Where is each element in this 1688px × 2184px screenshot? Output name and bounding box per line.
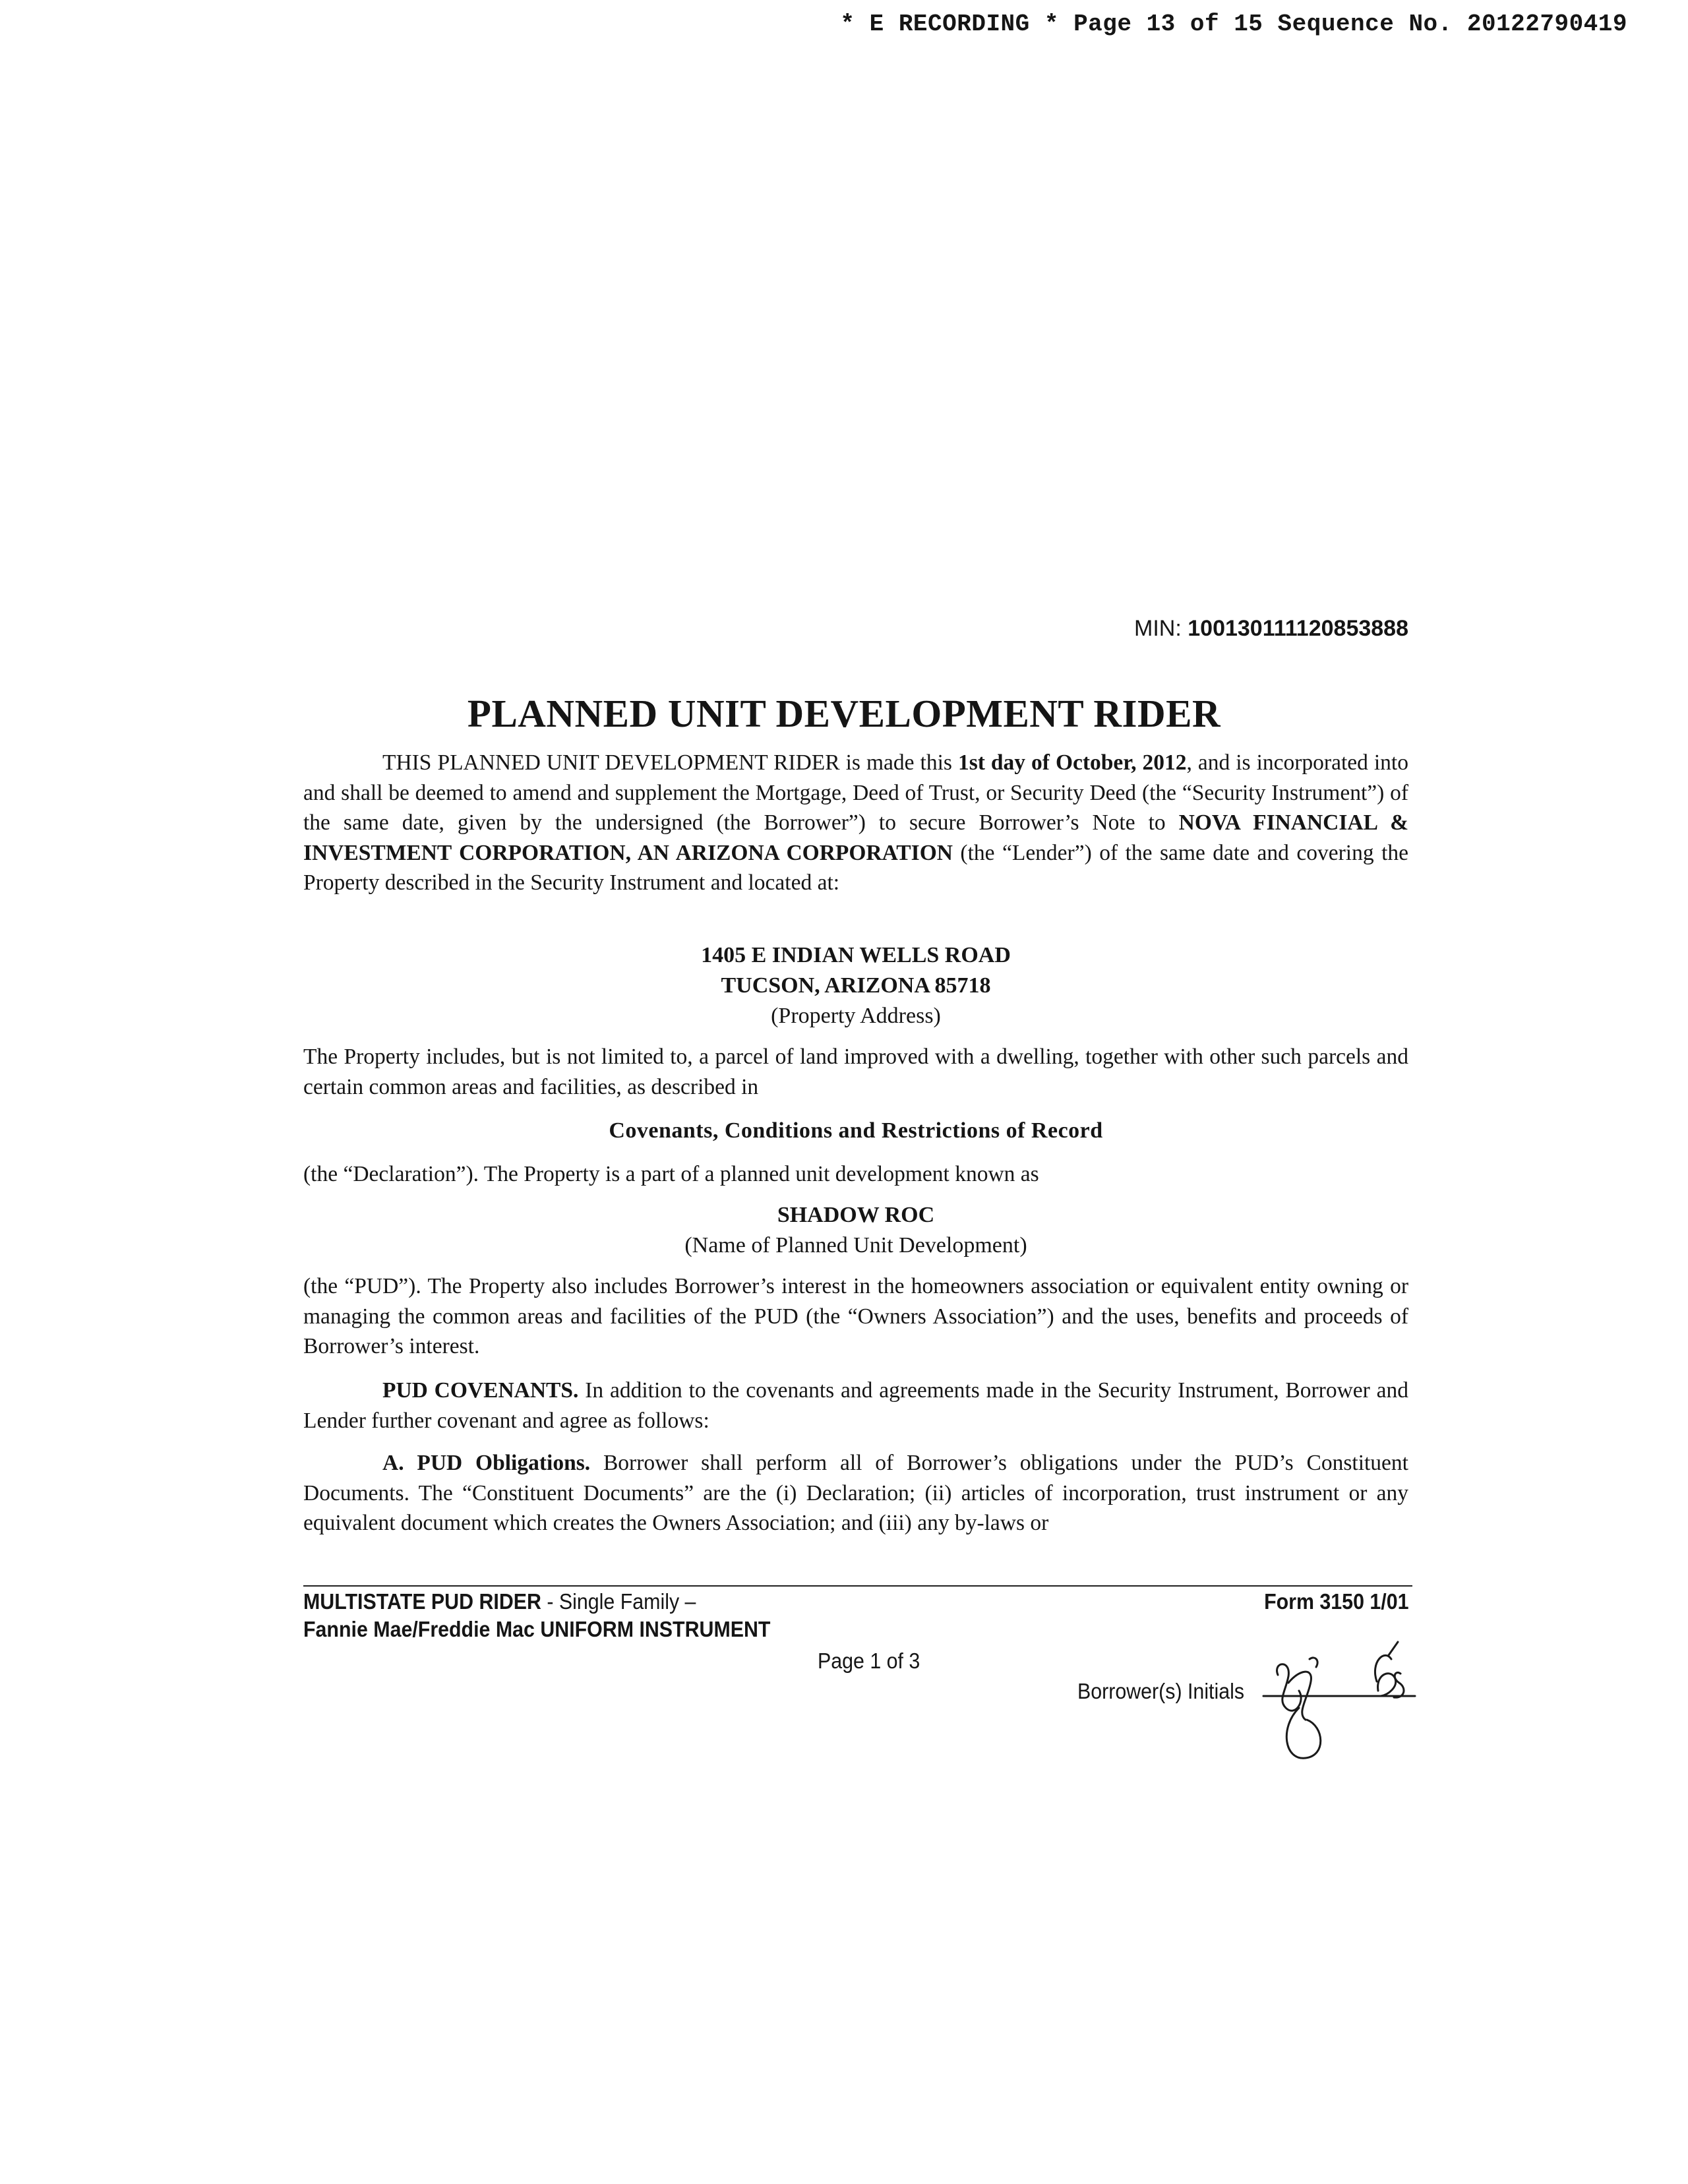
borrower-initials-label: Borrower(s) Initials (1077, 1679, 1245, 1703)
property-address (303, 940, 1408, 1031)
intro-text-1: THIS PLANNED UNIT DEVELOPMENT RIDER is made this (382, 750, 958, 775)
form-number: Form 3150 1/01 (1263, 1589, 1408, 1614)
min-label: MIN: (1134, 616, 1182, 641)
pud-name: SHADOW ROC (777, 1203, 935, 1227)
page-number: Page 1 of 3 (818, 1649, 920, 1673)
obligations-text: Borrower shall perform all of Borrower’s obligations under the PUD’s Constituent Documents. The “Constituent Documents” are the (i) Declaration; (ii) articles of incorporation, trust instrument or any equivalent document which creates the Owners Association; and (iii) any by-laws or (303, 1451, 1408, 1535)
min-number (1134, 616, 1408, 642)
property-includes-paragraph: The Property includes, but is not limited to, a parcel of land improved with a dwelling, together with other such parcels and certain common areas and facilities, as described in (303, 1045, 1408, 1099)
declaration-name: Covenants, Conditions and Restrictions of Record (609, 1118, 1103, 1143)
obligations-heading: A. PUD Obligations. (382, 1451, 591, 1475)
covenants-paragraph (303, 1376, 1408, 1436)
pud-name-block (303, 1200, 1408, 1261)
form-title (303, 1588, 770, 1643)
min-value: 100130111120853888 (1188, 616, 1408, 641)
footer-divider (303, 1585, 1412, 1587)
covenants-text: In addition to the covenants and agreements made in the Security Instrument, Borrower and Lender further covenant and agree as follows: (303, 1378, 1408, 1433)
borrower-initials-signature (1259, 1635, 1431, 1780)
address-caption: (Property Address) (771, 1004, 941, 1028)
pud-paragraph: (the “PUD”). The Property also includes Borrower’s interest in the homeowners association or equivalent entity owning or managing the common areas and facilities of the PUD (the “Owners Association”) and the uses, benefits and proceeds of Borrower’s interest. (303, 1274, 1408, 1358)
pud-caption: (Name of Planned Unit Development) (684, 1233, 1027, 1258)
form-title-rest: - Single Family – (541, 1589, 696, 1614)
form-title-line-1 (303, 1588, 770, 1616)
address-line-1: 1405 E INDIAN WELLS ROAD (701, 943, 1011, 967)
lender-name: NOVA FINANCIAL & INVESTMENT CORPORATION, AN ARIZONA CORPORATION (303, 810, 1408, 865)
intro-text-3: (the “Lender”) of the same date and covering the Property described in the Security Instrument and located at: (303, 840, 1409, 895)
address-line-2: TUCSON, ARIZONA 85718 (721, 973, 991, 998)
declaration-paragraph: (the “Declaration”). The Property is a part of a planned unit development known as (303, 1162, 1039, 1186)
covenants-heading: PUD COVENANTS. (382, 1378, 579, 1403)
form-title-line-2: Fannie Mae/Freddie Mac UNIFORM INSTRUMENT (303, 1617, 771, 1641)
intro-text-2: , and is incorporated into and shall be deemed to amend and supplement the Mortgage, Deed of Trust, or Security Deed (the “Security Instrument”) of the same date, given by the undersigned (the Borrower”) to secure Borrower’s Note to (303, 750, 1408, 835)
rider-date: 1st day of October, 2012 (957, 750, 1187, 775)
obligations-paragraph (303, 1448, 1408, 1538)
recording-header: * E RECORDING * Page 13 of 15 Sequence No. 20122790419 (840, 11, 1627, 38)
form-title-bold: MULTISTATE PUD RIDER (303, 1589, 541, 1614)
document-title: PLANNED UNIT DEVELOPMENT RIDER (467, 692, 1221, 735)
intro-paragraph (303, 748, 1408, 898)
